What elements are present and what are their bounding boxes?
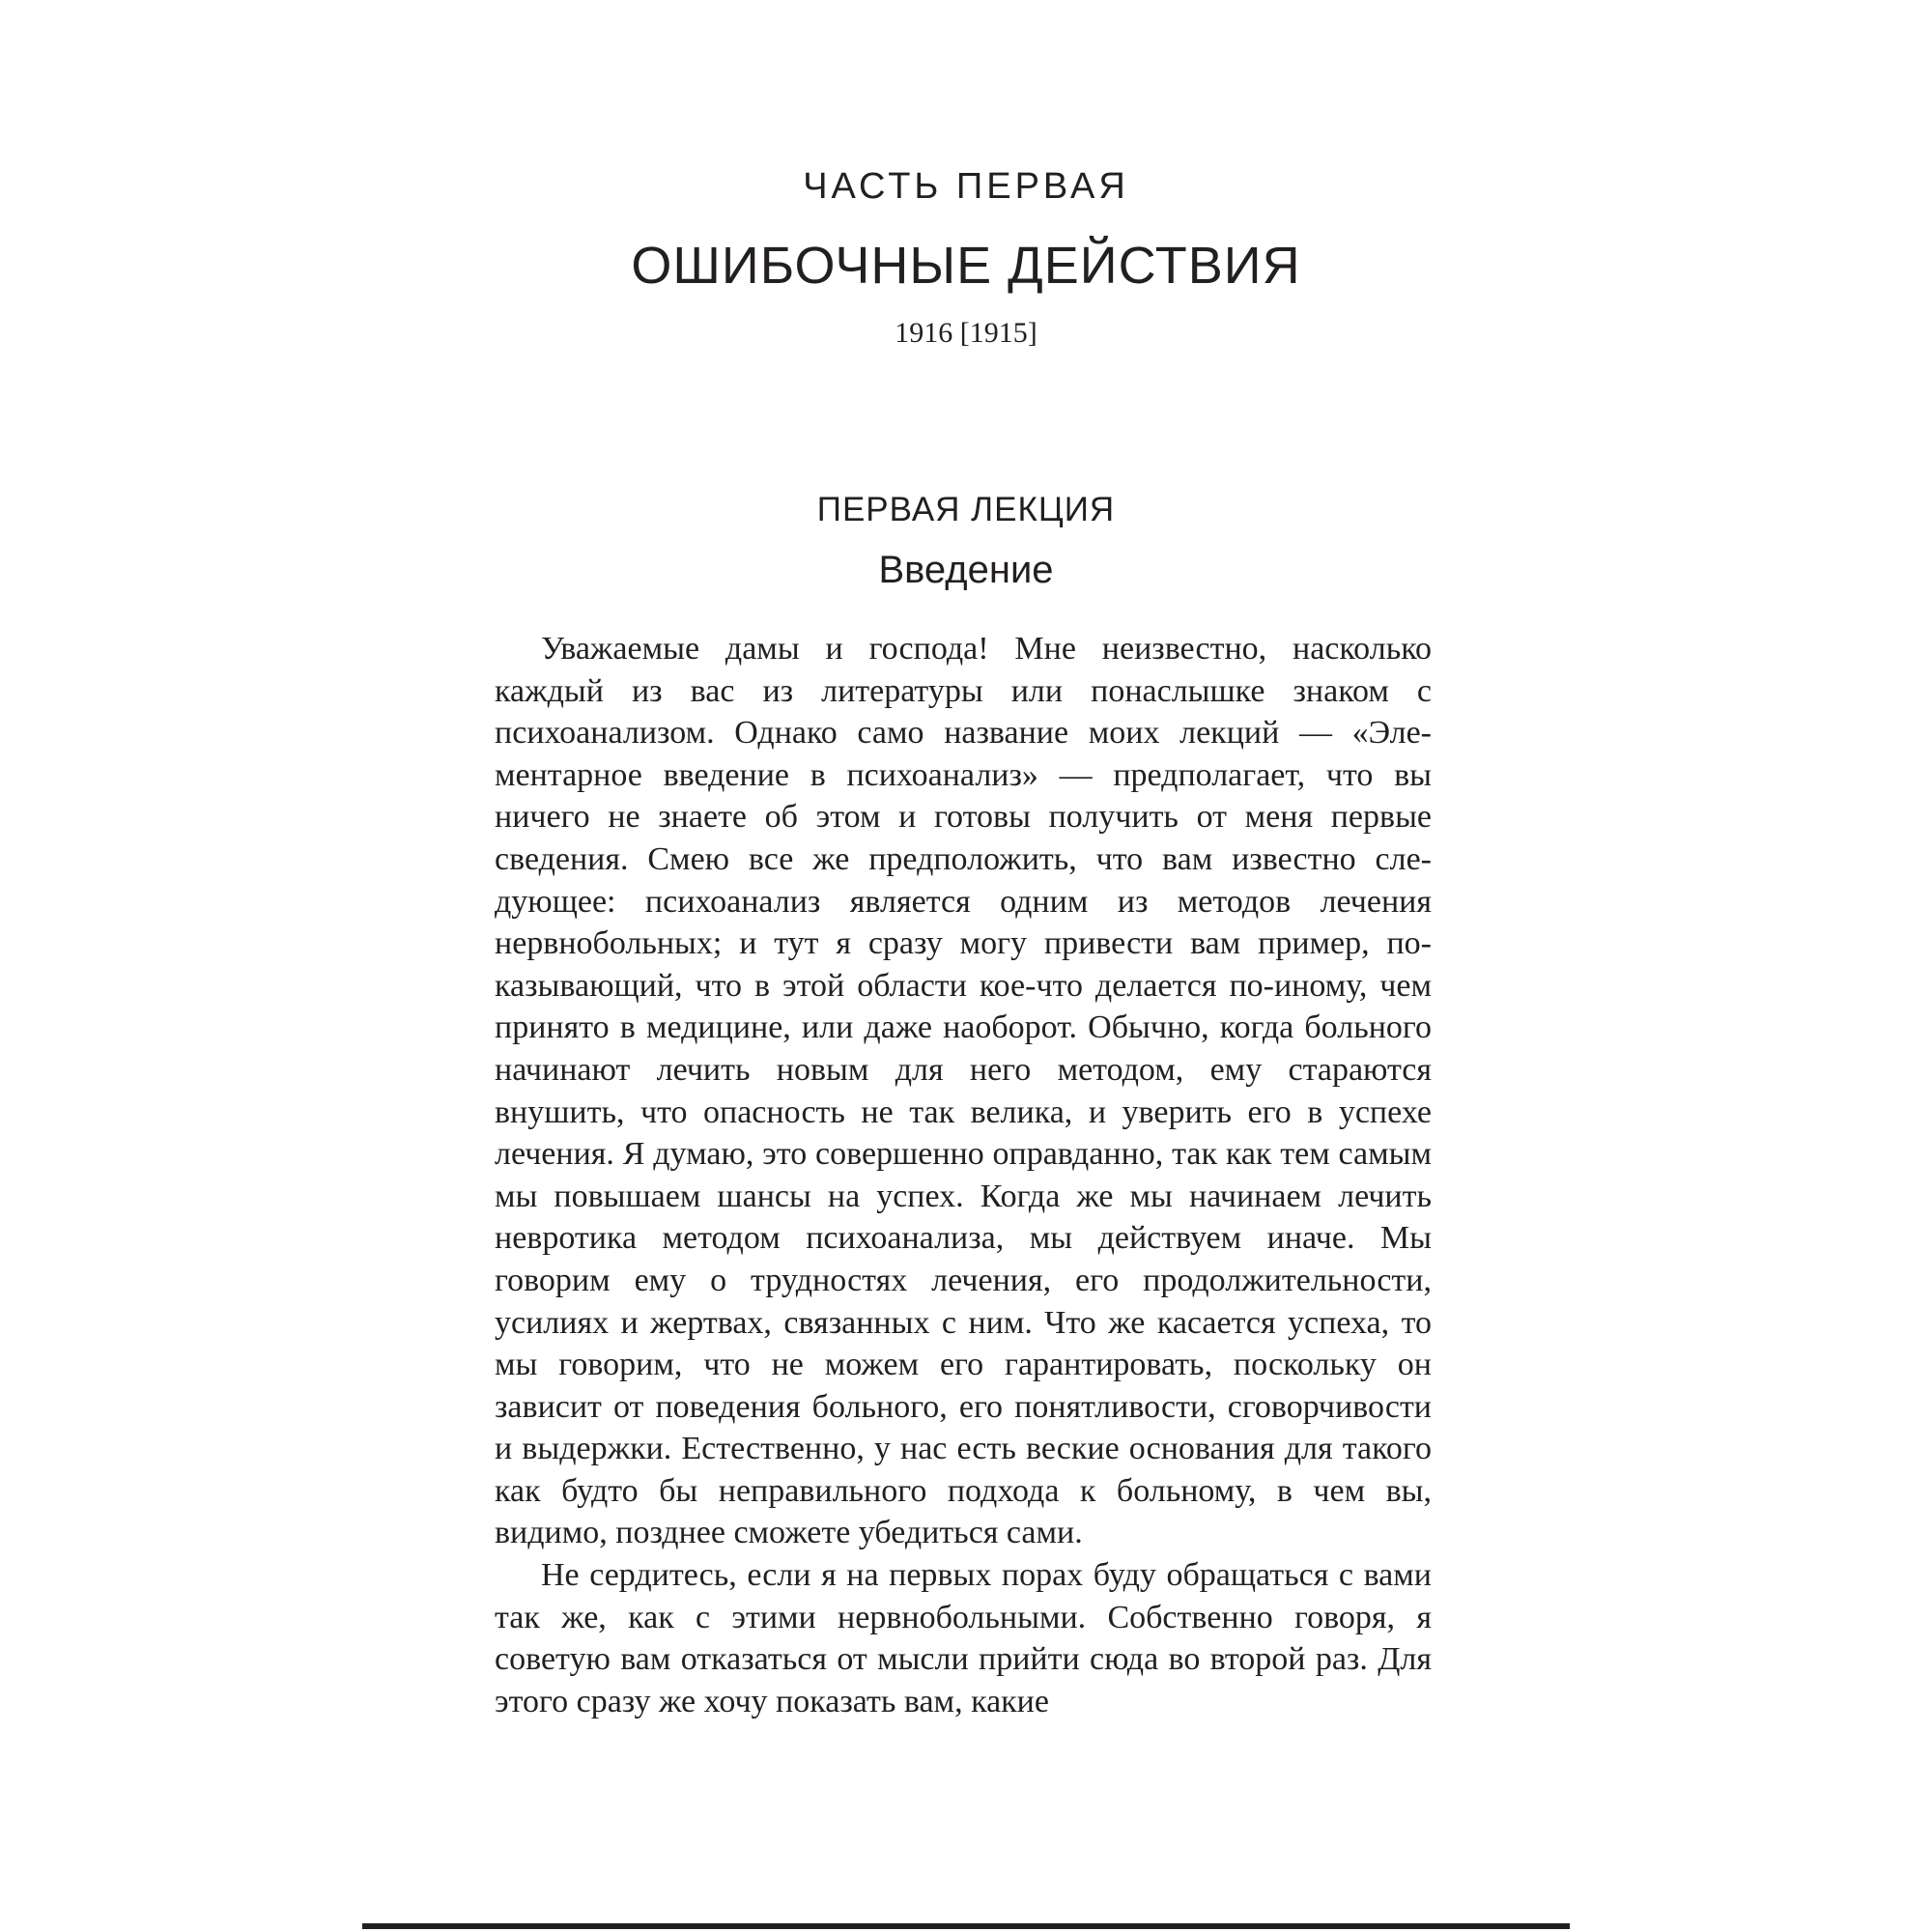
part-label: ЧАСТЬ ПЕРВАЯ: [803, 166, 1129, 207]
part-years: 1916 [1915]: [895, 317, 1037, 349]
lecture-label: ПЕРВАЯ ЛЕКЦИЯ: [816, 491, 1116, 528]
body-text: [495, 628, 1432, 1722]
bottom-rule: [362, 1923, 1570, 1929]
paragraph-1: Уважаемые дамы и господа! Мне неизвестно, насколько каждый из вас из литературы или понаслышке знаком с психоанализом. Однако само название моих лекций — «Элементарное введение в психоанализ» — предполагает, что вы ничего не знаете об этом и готовы получить от меня первые сведения. Смею все же предположить, что вам известно следующее: психоанализ является одним из методов лечения нервнобольных; и тут я сразу могу привести вам пример, показывающий, что в этой области кое-что делается по-иному, чем принято в медицине, или даже наоборот. Обычно, когда больного начинают лечить новым для него методом, ему стараются внушить, что опасность не так велика, и уверить его в успехе лечения. Я думаю, это совершенно оправданно, так как тем самым мы повышаем шансы на успех. Когда же мы начинаем лечить невротика методом психоанализа, мы действуем иначе. Мы говорим ему о трудностях лечения, его продолжительности, усилиях и жертвах, связанных с ним. Что же касается успеха, то мы говорим, что не можем его гарантировать, поскольку он зависит от поведения больного, его понятливости, сговорчивости и выдержки. Естественно, у нас есть веские основания для такого как будто бы неправильного подхода к больному, в чем вы, видимо, позднее сможете убедиться сами.: [495, 631, 1432, 1551]
lecture-title: Введение: [878, 549, 1054, 591]
part-title: ОШИБОЧНЫЕ ДЕЙСТВИЯ: [631, 237, 1301, 295]
paragraph-2: Не сердитесь, если я на первых порах буду обращаться с вами так же, как с этими нервнобольными. Собственно говоря, я советую вам отказаться от мысли прийти сюда во второй раз. Для этого сразу же хочу показать вам, какие: [495, 1557, 1432, 1719]
